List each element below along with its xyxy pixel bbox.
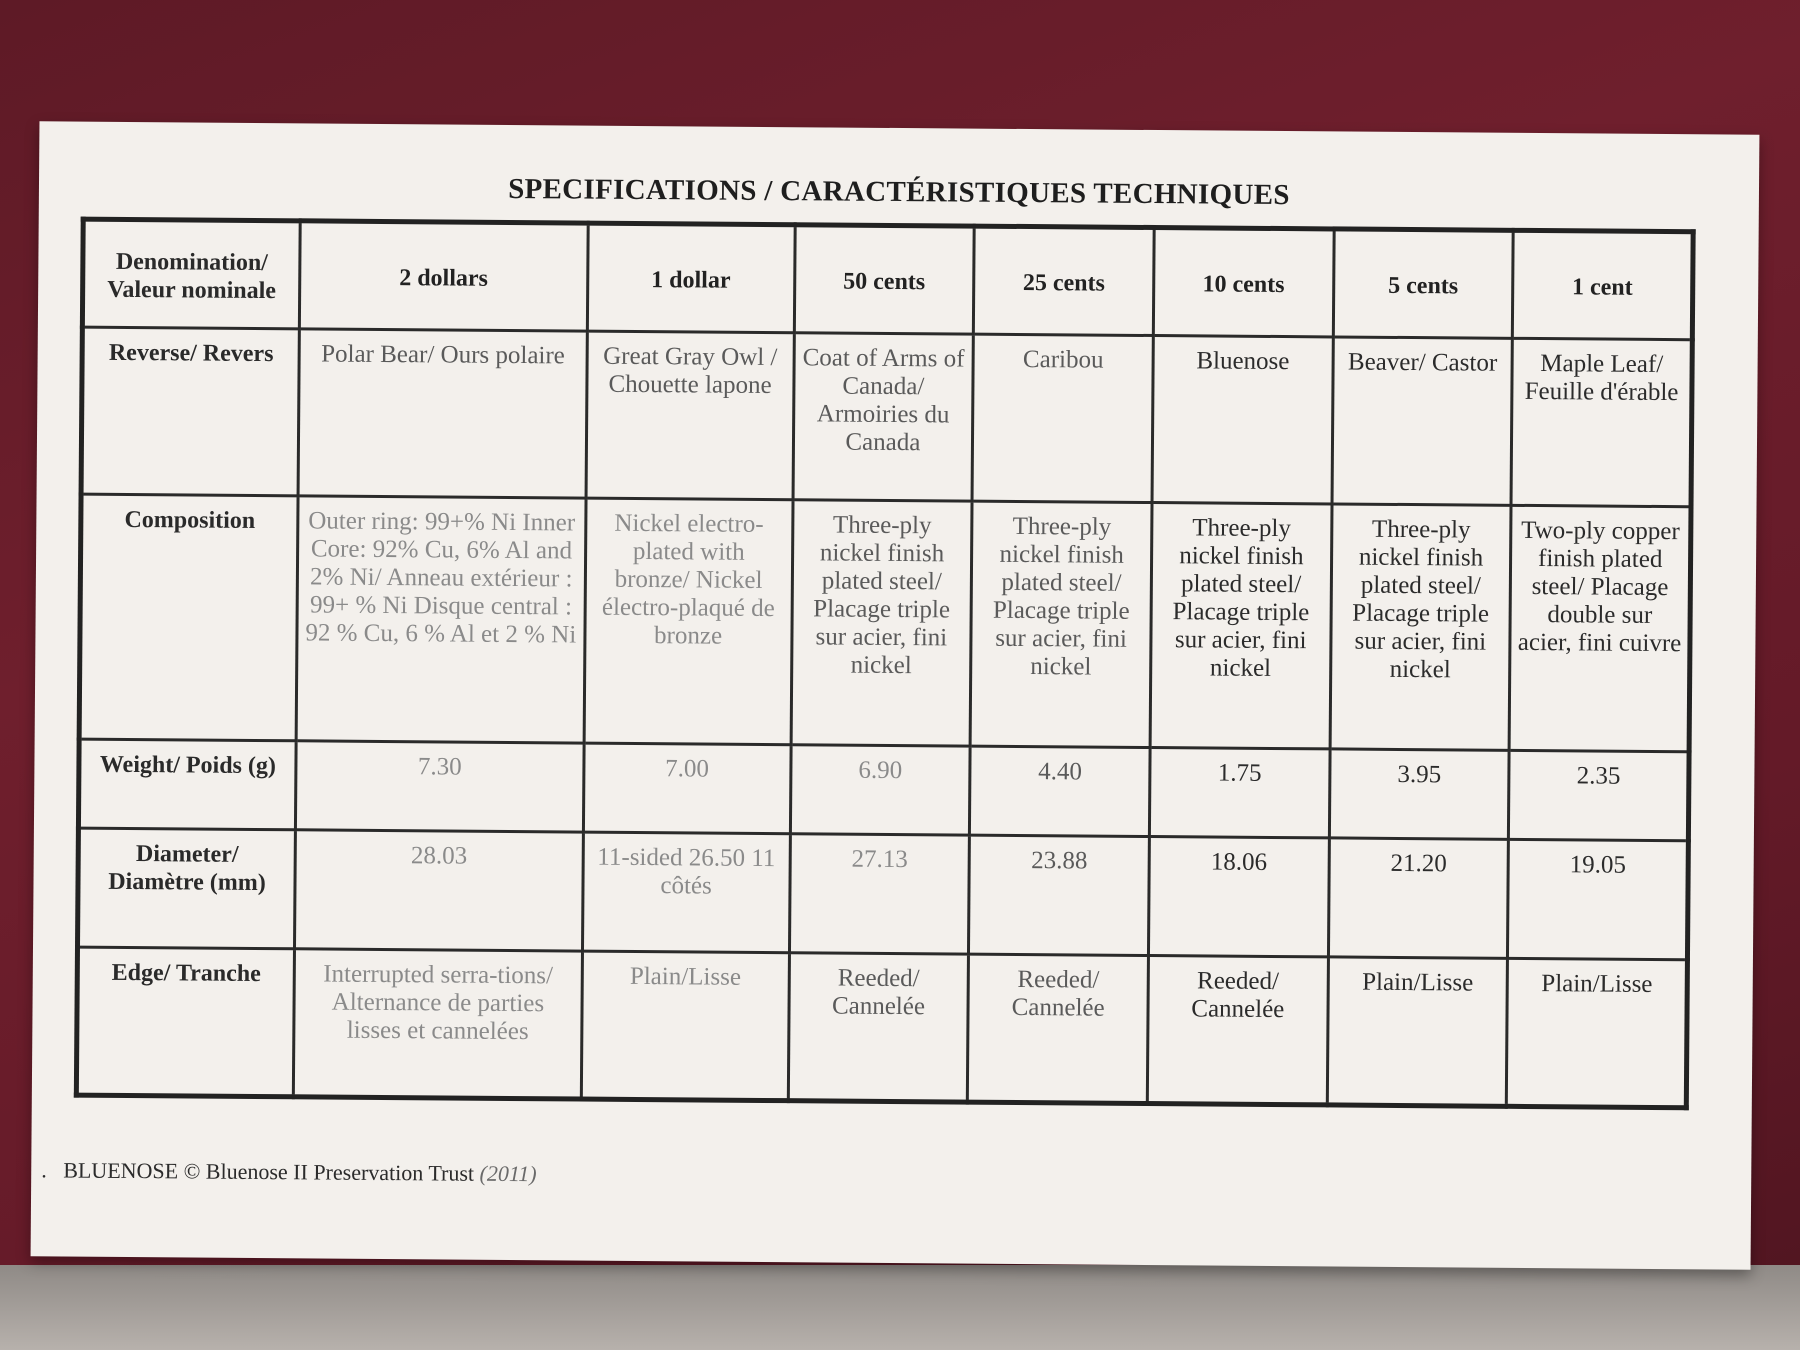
denomination-header: Denomination/ Valeur nominale xyxy=(82,219,300,329)
edge-cell: Reeded/ Cannelée xyxy=(1147,955,1328,1104)
composition-cell: Three-ply nickel finish plated steel/ Placage triple sur acier, fini nickel xyxy=(970,501,1152,747)
denomination-cell: 25 cents xyxy=(974,226,1155,335)
composition-cell: Three-ply nickel finish plated steel/ Placage triple sur acier, fini nickel xyxy=(791,500,973,746)
diameter-row xyxy=(77,828,1688,960)
weight-cell: 3.95 xyxy=(1329,749,1509,839)
diameter-cell: 11-sided 26.50 11 côtés xyxy=(582,832,790,953)
reverse-header: Reverse/ Revers xyxy=(81,327,299,496)
composition-cell: Three-ply nickel finish plated steel/ Placage triple sur acier, fini nickel xyxy=(1330,504,1512,750)
reverse-cell: Coat of Arms of Canada/ Armoiries du Canada xyxy=(793,333,974,501)
composition-cell: Nickel electro-plated with bronze/ Nickel électro-plaqué de bronze xyxy=(584,498,793,745)
reverse-row xyxy=(81,327,1692,507)
specification-card xyxy=(31,121,1760,1269)
composition-cell: Three-ply nickel finish plated steel/ Placage triple sur acier, fini nickel xyxy=(1150,503,1332,749)
denomination-row xyxy=(82,219,1693,340)
edge-cell: Plain/Lisse xyxy=(1327,957,1508,1106)
weight-header: Weight/ Poids (g) xyxy=(78,739,296,830)
denomination-cell: 50 cents xyxy=(794,225,975,334)
weight-cell: 1.75 xyxy=(1149,748,1329,838)
edge-cell: Plain/Lisse xyxy=(1507,958,1688,1107)
edge-header: Edge/ Tranche xyxy=(76,947,294,1097)
edge-cell: Interrupted serra-tions/ Alternance de parties lisses et cannelées xyxy=(293,949,582,1099)
copyright-year: (2011) xyxy=(479,1160,537,1187)
diameter-cell: 19.05 xyxy=(1508,839,1689,959)
diameter-cell: 23.88 xyxy=(969,835,1150,955)
weight-row xyxy=(78,739,1689,841)
reverse-cell: Beaver/ Castor xyxy=(1332,337,1513,505)
copyright-text: BLUENOSE © Bluenose II Preservation Trust xyxy=(63,1157,475,1186)
composition-row xyxy=(79,494,1691,752)
reverse-cell: Bluenose xyxy=(1152,336,1333,504)
reverse-cell: Polar Bear/ Ours polaire xyxy=(298,329,587,498)
denomination-cell: 10 cents xyxy=(1153,228,1334,337)
weight-cell: 6.90 xyxy=(790,745,970,835)
denomination-cell: 1 cent xyxy=(1513,230,1694,339)
reverse-cell: Caribou xyxy=(972,334,1153,502)
diameter-header: Diameter/ Diamètre (mm) xyxy=(77,828,295,949)
diameter-cell: 27.13 xyxy=(789,834,970,954)
diameter-cell: 18.06 xyxy=(1148,837,1329,957)
edge-row xyxy=(76,947,1687,1108)
weight-cell: 2.35 xyxy=(1509,750,1689,840)
edge-cell: Reeded/ Cannelée xyxy=(788,953,969,1102)
composition-cell: Outer ring: 99+% Ni Inner Core: 92% Cu, 6% Al and 2% Ni/ Anneau extérieur : 99+ % Ni Disque central : 92 % Cu, 6 % Al et 2 % Ni xyxy=(296,496,586,743)
reverse-cell: Maple Leaf/ Feuille d'érable xyxy=(1511,338,1692,506)
composition-cell: Two-ply copper finish plated steel/ Placage double sur acier, fini cuivre xyxy=(1509,505,1691,751)
denomination-cell: 1 dollar xyxy=(587,223,795,333)
diameter-cell: 21.20 xyxy=(1328,838,1509,958)
edge-cell: Plain/Lisse xyxy=(581,951,789,1101)
diameter-cell: 28.03 xyxy=(295,830,584,951)
denomination-cell: 2 dollars xyxy=(299,221,588,331)
weight-cell: 7.00 xyxy=(583,743,791,834)
table-surface-shadow xyxy=(0,1265,1800,1350)
composition-header: Composition xyxy=(79,494,298,741)
specifications-table xyxy=(74,217,1696,1111)
card-title: SPECIFICATIONS / CARACTÉRISTIQUES TECHNIQUES xyxy=(508,172,1290,212)
edge-cell: Reeded/ Cannelée xyxy=(968,954,1149,1103)
weight-cell: 4.40 xyxy=(970,746,1150,836)
denomination-cell: 5 cents xyxy=(1333,229,1514,338)
weight-cell: 7.30 xyxy=(295,741,583,832)
reverse-cell: Great Gray Owl / Chouette lapone xyxy=(586,331,794,500)
footer-mark: . xyxy=(41,1157,47,1183)
copyright-note xyxy=(41,1157,537,1187)
